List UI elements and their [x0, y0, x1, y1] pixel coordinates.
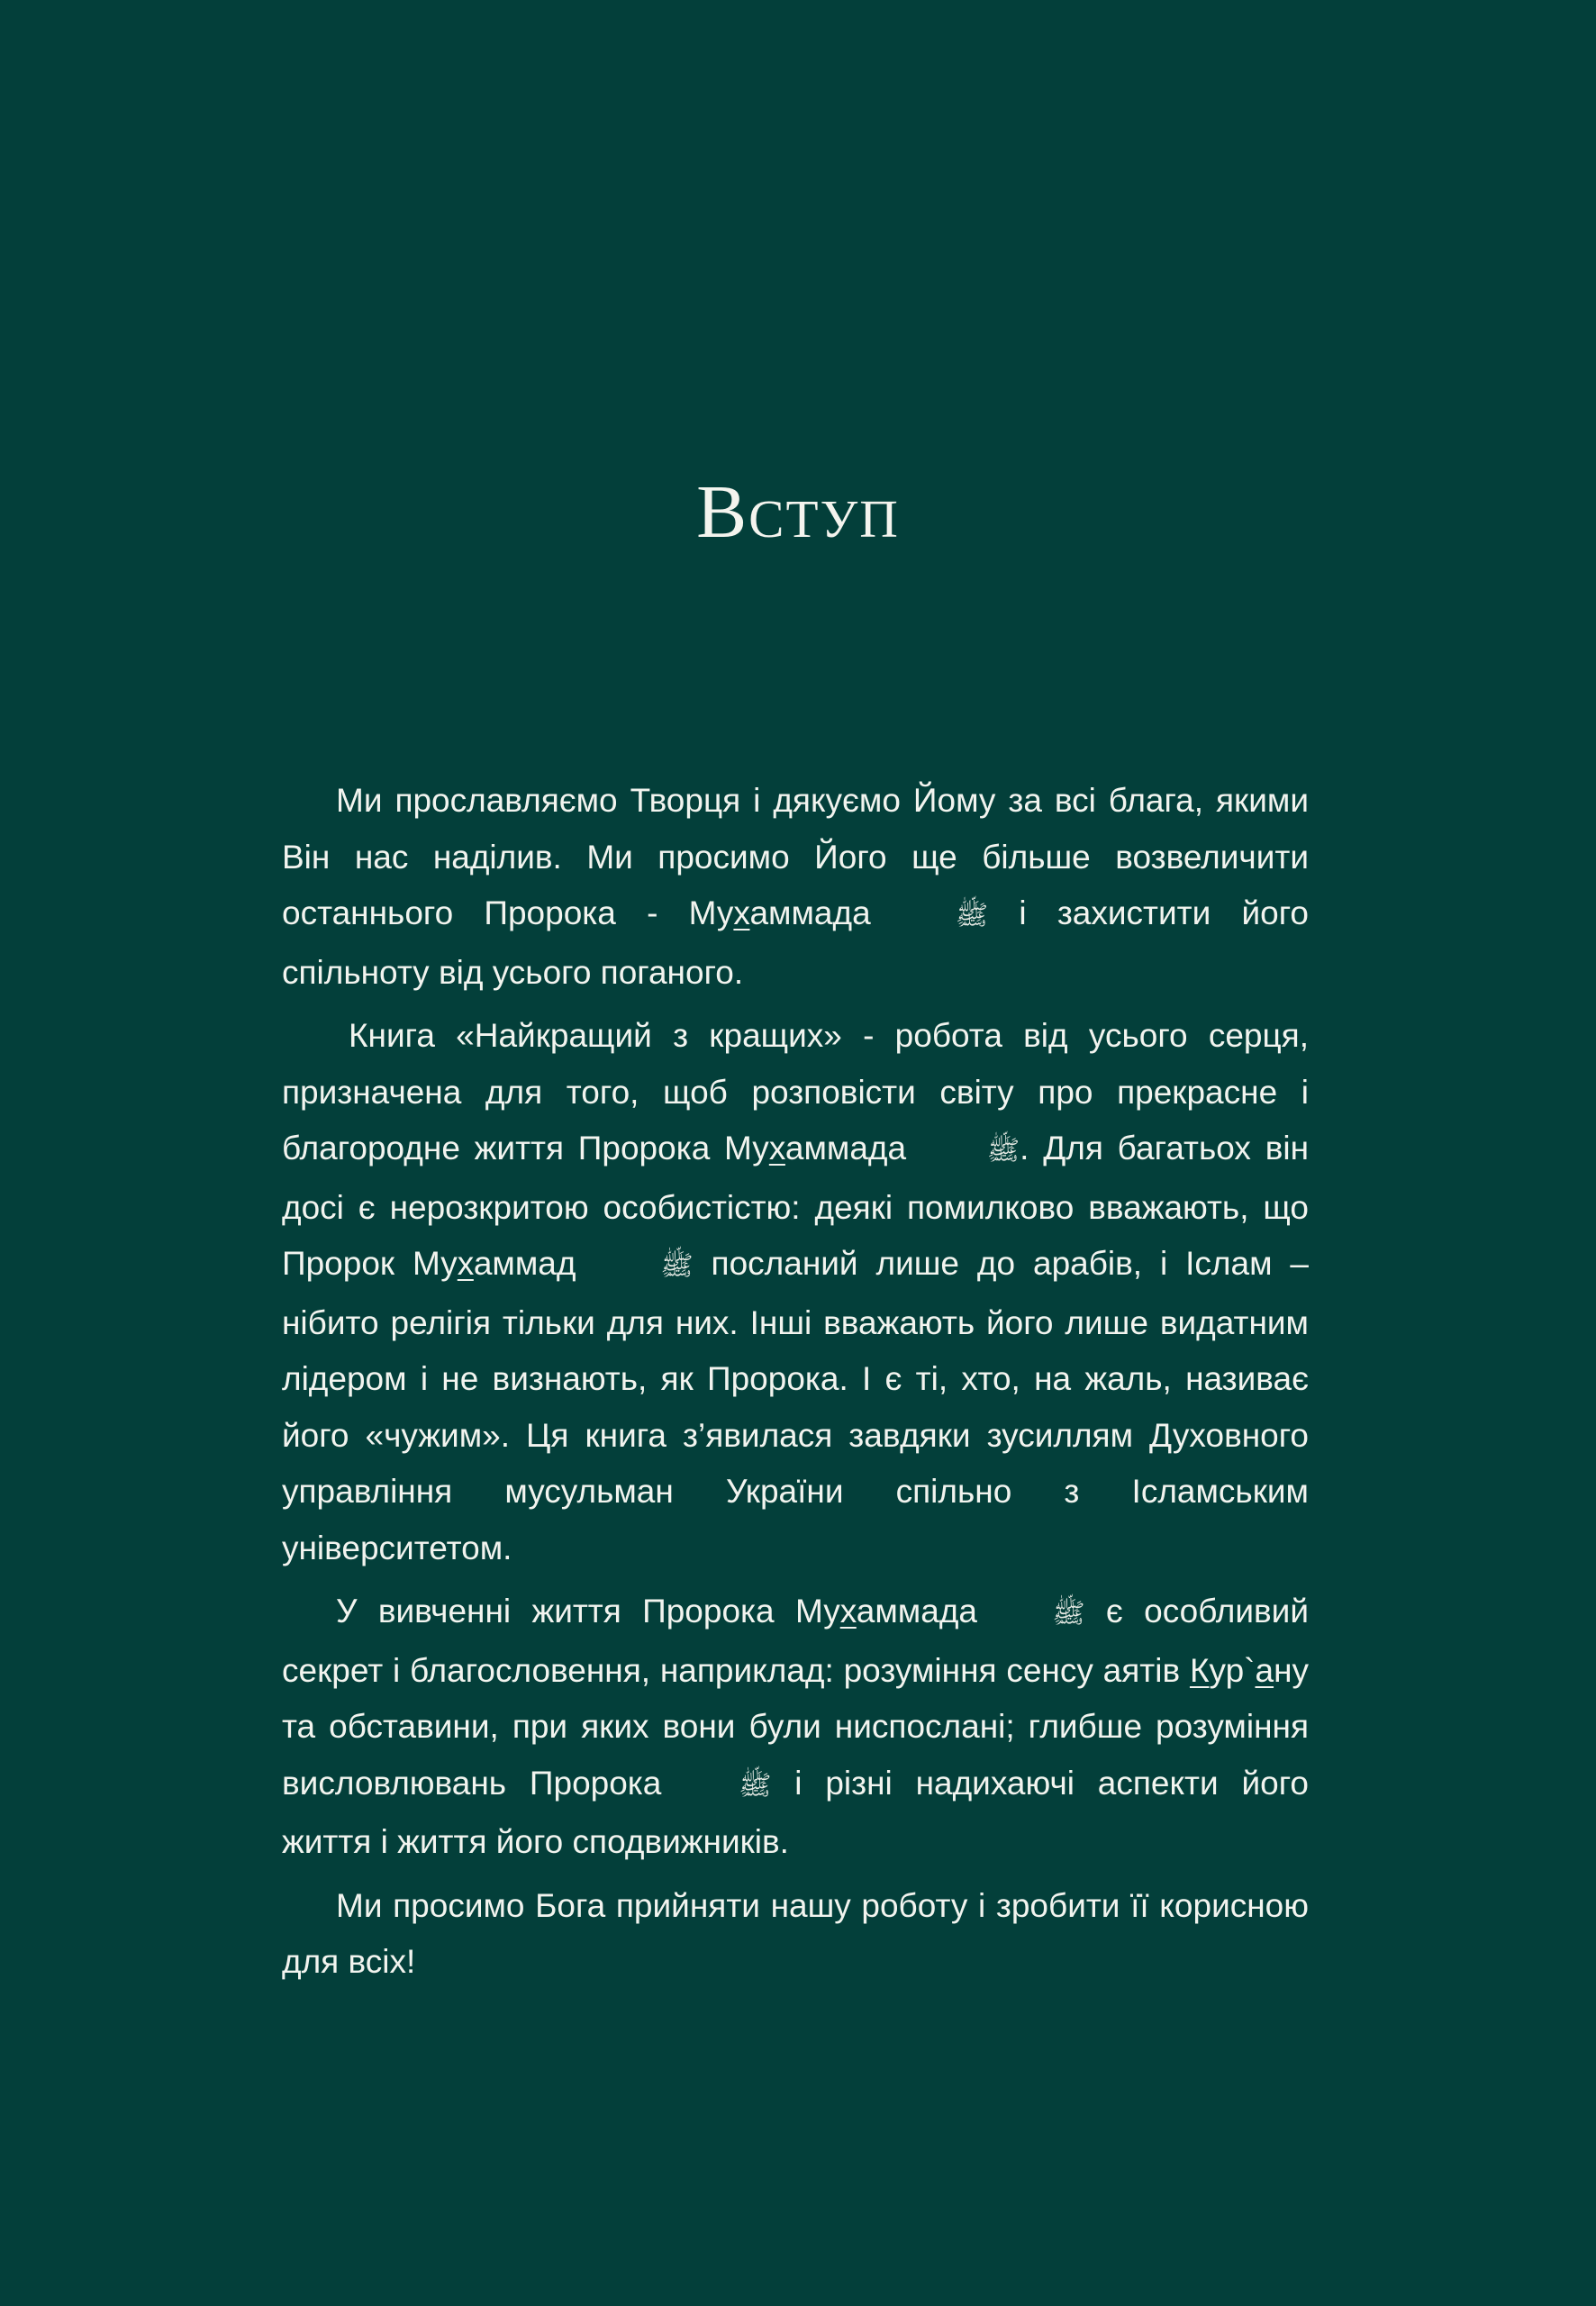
- paragraph-1: [282, 773, 1309, 1001]
- salawat-seal-icon: ﷺ: [955, 900, 989, 931]
- text-run: . Для багатьох він досі є нерозкритою особистістю: деякі помилково вважають, що Пророк Му: [282, 1130, 1309, 1282]
- text-run: Ми просимо Бога прийняти нашу роботу і зробити її корисною для всіх!: [282, 1886, 1309, 1980]
- salawat-seal-icon: ﷺ: [986, 1135, 1020, 1167]
- text-run: Книга «Найкращий з кращих» - робота від усього серця, призначена для того, щоб розповісти світу про прекрасне і благородне життя Пророка Му: [282, 1017, 1309, 1167]
- text-run: є особливий секрет і благословення, наприклад: розуміння сенсу аятів: [282, 1593, 1310, 1689]
- text-run: ну та обставини, при яких вони були ниспослані; глибше розуміння висловлювань Пророка: [282, 1651, 1309, 1802]
- introduction-text: [282, 773, 1309, 1998]
- text-run: посланий лише до арабів, і Іслам – нібито релігія тільки для них. Інші вважають його лише видатним лідером і не визнають, як Пророка. І є ті, хто, на жаль, називає його «чужим». Ця книга з’явилася завдяки зусиллям Духовного управління мусульман України спільно з Ісламським університетом.: [282, 1245, 1309, 1566]
- text-run: і різні надихаючі аспекти його життя і життя його сподвижників.: [282, 1764, 1309, 1860]
- underlined-letter: х: [768, 1130, 785, 1167]
- paragraph-3: [282, 1584, 1309, 1871]
- text-run: У вивченні життя Пророка Му: [336, 1593, 840, 1630]
- page-title: Вступ: [696, 470, 900, 554]
- underlined-letter: а: [1255, 1651, 1274, 1689]
- text-run: ур`: [1209, 1651, 1256, 1689]
- text-run: аммад: [473, 1245, 594, 1282]
- underlined-letter: К: [1189, 1651, 1210, 1689]
- salawat-seal-icon: ﷺ: [739, 1769, 772, 1802]
- underlined-letter: х: [839, 1593, 857, 1630]
- text-run: аммада: [784, 1130, 920, 1167]
- underlined-letter: х: [733, 894, 750, 931]
- paragraph-2: [282, 1008, 1309, 1576]
- text-run: і захистити його спільноту від усього поганого.: [282, 894, 1309, 991]
- salawat-seal-icon: ﷺ: [1052, 1598, 1085, 1630]
- text-run: Ми прославляємо Творця і дякуємо Йому за всі блага, якими Він нас наділив. Ми просимо Його ще більше возвеличити останнього Пророка - Му: [282, 782, 1309, 931]
- underlined-letter: х: [457, 1245, 474, 1282]
- text-run: аммада: [749, 894, 902, 931]
- paragraph-4: [282, 1878, 1309, 1991]
- salawat-seal-icon: ﷺ: [660, 1250, 694, 1282]
- text-run: аммада: [856, 1593, 999, 1630]
